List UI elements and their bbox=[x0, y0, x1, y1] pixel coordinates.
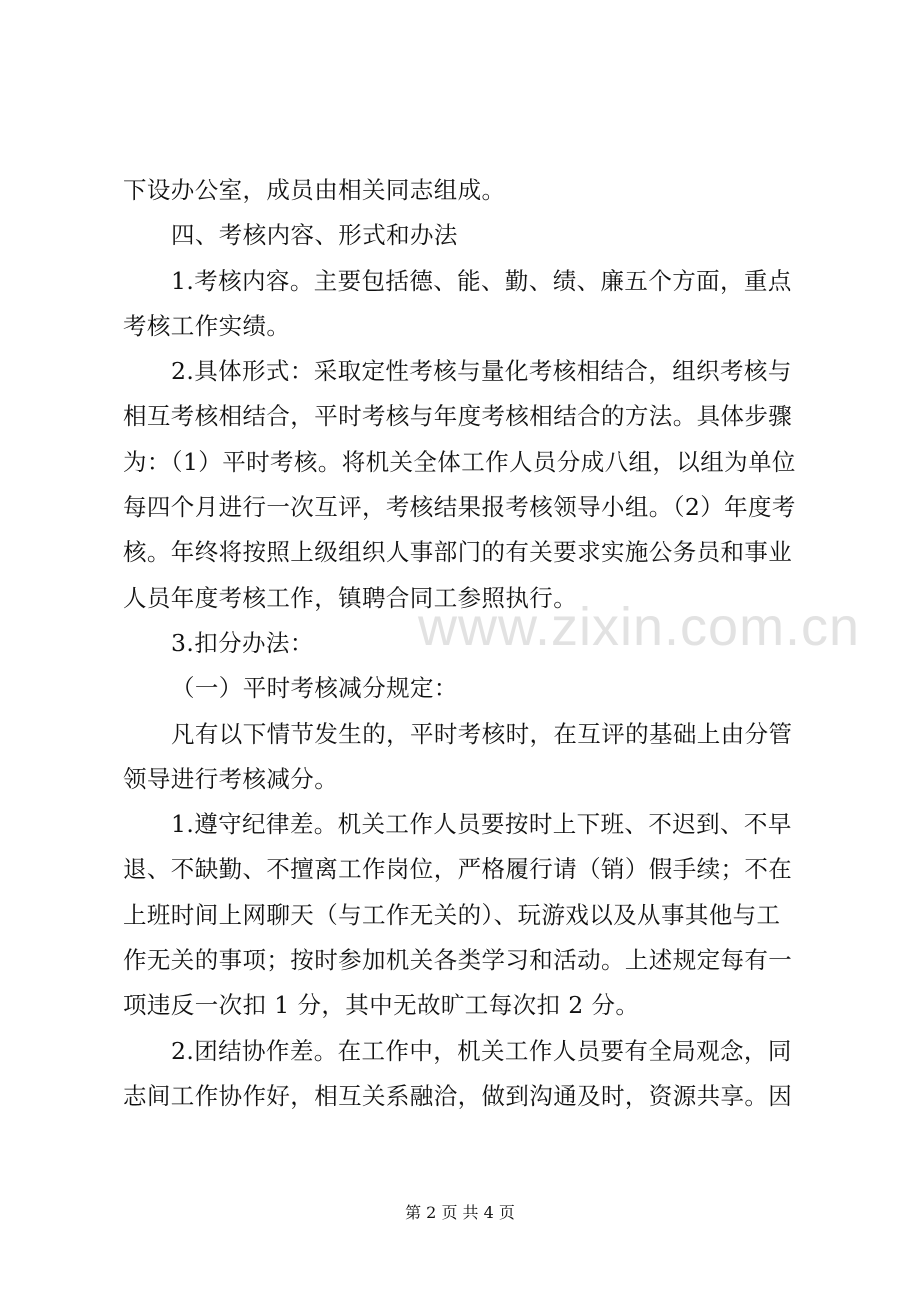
text-line: 2.团结协作差。在工作中，机关工作人员要有全局观念，同 bbox=[171, 1036, 792, 1065]
text-line: 下设办公室，成员由相关同志组成。 bbox=[123, 176, 506, 204]
text-line: 核。年终将按照上级组织人事部门的有关要求实施公务员和事业 bbox=[123, 538, 793, 567]
page-footer: 第 2 页 共 4 页 bbox=[405, 1203, 515, 1222]
text-line: 2.具体形式：采取定性考核与量化考核相结合，组织考核与 bbox=[171, 357, 792, 386]
text-line: 每四个月进行一次互评，考核结果报考核领导小组。（2）年度考 bbox=[123, 493, 796, 522]
text-line: 凡有以下情节发生的，平时考核时，在互评的基础上由分管 bbox=[171, 719, 793, 748]
text-line: 项违反一次扣 1 分，其中无故旷工每次扣 2 分。 bbox=[123, 991, 640, 1020]
text-line: 相互考核相结合，平时考核与年度考核相结合的方法。具体步骤 bbox=[123, 402, 793, 431]
section-heading: 四、考核内容、形式和办法 bbox=[171, 221, 458, 250]
watermark: www.zixin.com.cn bbox=[418, 597, 861, 657]
text-line: 作无关的事项；按时参加机关各类学习和活动。上述规定每有一 bbox=[123, 946, 793, 975]
text-line: 人员年度考核工作，镇聘合同工参照执行。 bbox=[123, 583, 578, 612]
text-line: 上班时间上网聊天（与工作无关的）、玩游戏以及从事其他与工 bbox=[123, 900, 781, 929]
text-line: 为：（1）平时考核。将机关全体工作人员分成八组，以组为单位 bbox=[123, 447, 796, 476]
text-line: 领导进行考核减分。 bbox=[123, 764, 339, 793]
text-line: 志间工作协作好，相互关系融洽，做到沟通及时，资源共享。因 bbox=[123, 1081, 793, 1110]
text-line: 考核工作实绩。 bbox=[123, 311, 291, 340]
text-line: 退、不缺勤、不擅离工作岗位，严格履行请（销）假手续；不在 bbox=[123, 855, 793, 884]
document-body bbox=[123, 168, 805, 1119]
subsection-heading: （一）平时考核减分规定： bbox=[171, 674, 458, 703]
text-line: 3.扣分办法： bbox=[171, 628, 314, 657]
text-line: 1.遵守纪律差。机关工作人员要按时上下班、不迟到、不早 bbox=[171, 810, 792, 839]
text-line: 1.考核内容。主要包括德、能、勤、绩、廉五个方面，重点 bbox=[171, 266, 792, 295]
